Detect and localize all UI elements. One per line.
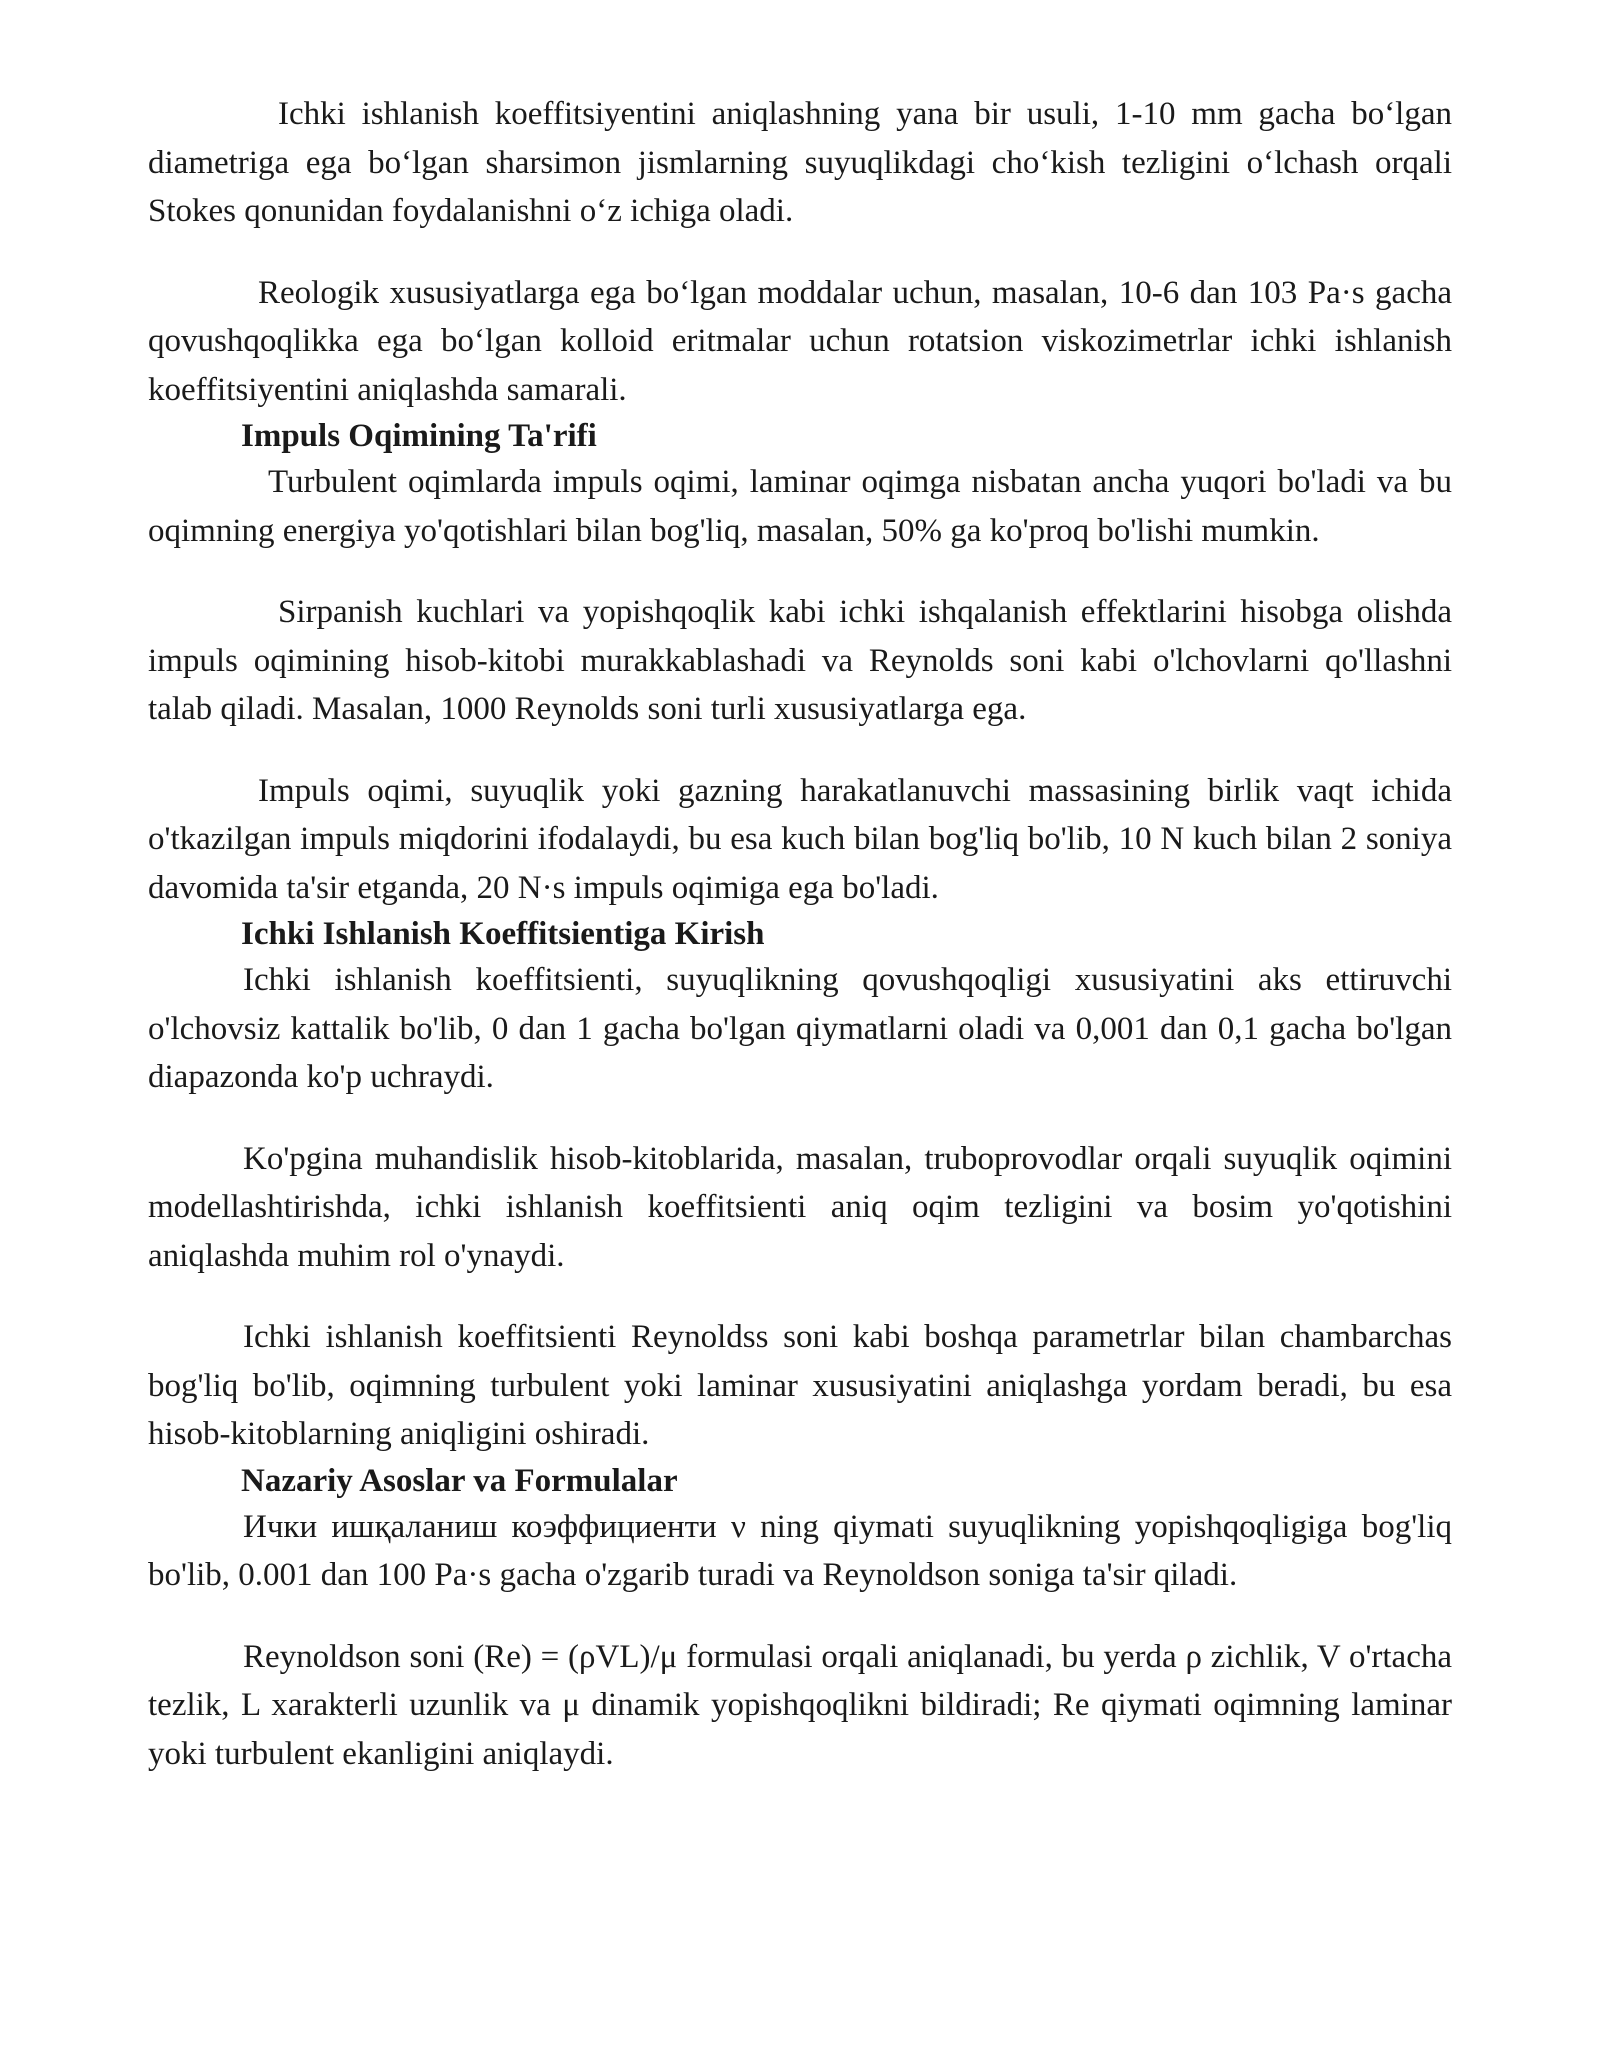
paragraph-reynolds-relation: Ichki ishlanish koeffitsienti Reynoldss soni kabi boshqa parametrlar bilan chambarchas bog'liq bo'lib, oqimning turbulent yoki laminar xususiyatini aniqlashga yordam beradi, bu esa hisob-kitoblarning aniqligini oshiradi. [148,1319,1452,1452]
paragraph-reynolds-formula: Reynoldson soni (Re) = (ρVL)/μ formulasi orqali aniqlanadi, bu yerda ρ zichlik, V o'rtacha tezlik, L xarakterli uzunlik va μ dinamik yopishqoqlikni bildiradi; Re qiymati oqimning laminar yoki turbulent ekanligini aniqlaydi. [148,1638,1452,1772]
paragraph-coefficient-definition: Ichki ishlanish koeffitsienti, suyuqlikning qovushqoqligi xususiyatini aks ettiruvchi o'lchovsiz kattalik bo'lib, 0 dan 1 gacha bo'lgan qiymatlarni oladi va 0,001 dan 0,1 gacha bo'lgan diapazonda ko'p uchraydi. [148,962,1452,1095]
paragraph-stokes-method: Ichki ishlanish koeffitsiyentini aniqlashning yana bir usuli, 1-10 mm gacha bo‘lgan diametriga ega bo‘lgan sharsimon jismlarning suyuqlikdagi cho‘kish tezligini o‘lchash orqali Stokes qonunidan foydalanishni o‘z ichiga oladi. [148,96,1452,229]
paragraph-friction-effects: Sirpanish kuchlari va yopishqoqlik kabi ichki ishqalanish effektlarini hisobga olishda impuls oqimining hisob-kitobi murakkablashadi va Reynolds soni kabi o'lchovlarni qo'llashni talab qiladi. Masalan, 1000 Reynolds soni turli xususiyatlarga ega. [148,594,1452,727]
heading-theoretical-foundations: Nazariy Asoslar va Formulalar [241,1462,678,1499]
paragraph-impulse-definition: Impuls oqimi, suyuqlik yoki gazning harakatlanuvchi massasining birlik vaqt ichida o'tkazilgan impuls miqdorini ifodalaydi, bu esa kuch bilan bog'liq bo'lib, 10 N kuch bilan 2 soniya davomida ta'sir etganda, 20 N·s impuls oqimiga ega bo'ladi. [148,772,1452,906]
heading-impulse-flow-definition: Impuls Oqimining Ta'rifi [241,418,597,454]
paragraph-viscosity-range: Ички ишқаланиш коэффициенти ν ning qiymati suyuqlikning yopishqoqligiga bog'liq bo'lib, 0.001 dan 100 Pa·s gacha o'zgarib turadi va Reynoldson soniga ta'sir qiladi. [148,1508,1452,1593]
paragraph-turbulent-impulse: Turbulent oqimlarda impuls oqimi, laminar oqimga nisbatan ancha yuqori bo'ladi va bu oqimning energiya yo'qotishlari bilan bog'liq, masalan, 50% ga ko'proq bo'lishi mumkin. [148,464,1452,549]
document-page [148,90,1452,1778]
paragraph-engineering-calculations: Ko'pgina muhandislik hisob-kitoblarida, masalan, truboprovodlar orqali suyuqlik oqimini modellashtirishda, ichki ishlanish koeffitsienti aniq oqim tezligini va bosim yo'qotishini aniqlashda muhim rol o'ynaydi. [148,1140,1452,1274]
paragraph-rotational-viscometers: Reologik xususiyatlarga ega bo‘lgan moddalar uchun, masalan, 10-6 dan 103 Pa·s gacha qovushqoqlikka ega bo‘lgan kolloid eritmalar uchun rotatsion viskozimetrlar ichki ishlanish koeffitsiyentini aniqlashda samarali. [148,274,1452,408]
heading-internal-friction-intro: Ichki Ishlanish Koeffitsientiga Kirish [241,916,765,952]
